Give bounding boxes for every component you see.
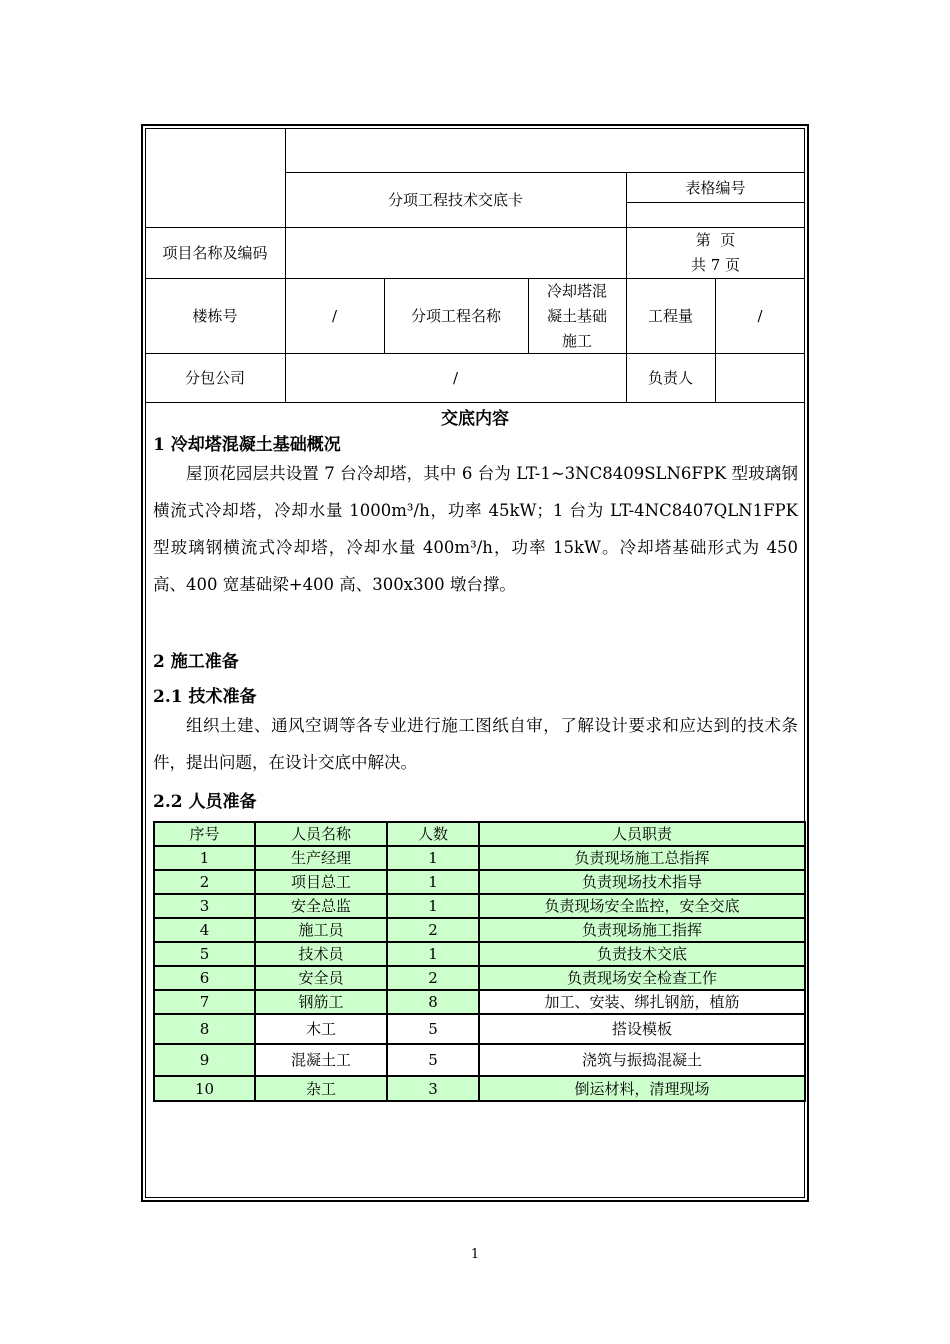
subcontractor-value: /: [452, 368, 459, 387]
table-cell: 负责现场安全检查工作: [479, 966, 805, 990]
form-no-label: 表格编号: [685, 178, 746, 197]
sub-project-value-line: 施工: [561, 331, 592, 350]
table-cell: 1: [387, 894, 479, 918]
table-row: [154, 846, 805, 870]
table-cell: 1: [387, 846, 479, 870]
table-cell: 5: [387, 1014, 479, 1044]
table-cell: 负责技术交底: [479, 942, 805, 966]
table-row: [154, 990, 805, 1014]
sub-project-label: 分项工程名称: [410, 306, 501, 325]
table-cell: 3: [387, 1076, 479, 1101]
table-cell: 安全总监: [255, 894, 387, 918]
section-heading: 1 冷却塔混凝土基础概况: [153, 435, 341, 455]
sub-project-value-line: 冷却塔混: [546, 281, 607, 300]
table-cell: 9: [154, 1044, 255, 1076]
table-cell: 5: [154, 942, 255, 966]
table-cell: 木工: [255, 1014, 387, 1044]
table-header-row: [154, 822, 805, 846]
table-cell: 负责现场施工指挥: [479, 918, 805, 942]
sub-project-value-line: 凝土基础: [546, 306, 607, 325]
column-header: 人数: [387, 822, 479, 846]
grid-line: [145, 402, 805, 403]
table-cell: 技术员: [255, 942, 387, 966]
column-header: 人员名称: [255, 822, 387, 846]
project-name-label: 项目名称及编码: [162, 243, 268, 262]
table-cell: 浇筑与振捣混凝土: [479, 1044, 805, 1076]
table-cell: 8: [154, 1014, 255, 1044]
table-cell: 3: [154, 894, 255, 918]
table-cell: 负责现场安全监控，安全交底: [479, 894, 805, 918]
table-cell: 杂工: [255, 1076, 387, 1101]
table-cell: 生产经理: [255, 846, 387, 870]
page-label: 第 页: [695, 231, 736, 249]
table-cell: 10: [154, 1076, 255, 1101]
table-cell: 8: [387, 990, 479, 1014]
paragraph-tech-prep: 组织土建、通风空调等各专业进行施工图纸自审，了解设计要求和应达到的技术条件，提出问题，在设计交底中解决。: [153, 716, 798, 772]
table-row: [154, 1014, 805, 1044]
table-cell: 4: [154, 918, 255, 942]
quantity-label: 工程量: [647, 306, 693, 325]
quantity-value: /: [757, 306, 763, 325]
table-cell: 2: [154, 870, 255, 894]
form-title: 分项工程技术交底卡: [387, 190, 523, 209]
page-info: [626, 228, 805, 278]
table-cell: 施工员: [255, 918, 387, 942]
table-row: [154, 1076, 805, 1101]
table-cell: 搭设模板: [479, 1014, 805, 1044]
building-value: /: [331, 306, 338, 325]
section-heading: 2.1 技术准备: [153, 687, 257, 707]
sub-project-value: [528, 279, 626, 353]
table-cell: 钢筋工: [255, 990, 387, 1014]
table-cell: 项目总工: [255, 870, 387, 894]
table-cell: 6: [154, 966, 255, 990]
table-cell: 1: [387, 870, 479, 894]
building-label: 楼栋号: [192, 306, 238, 325]
table-cell: 加工、安装、绑扎钢筋，植筋: [479, 990, 805, 1014]
person-in-charge-label: 负责人: [647, 368, 693, 387]
staff-table: [153, 821, 806, 1102]
table-cell: 1: [154, 846, 255, 870]
table-row: [154, 870, 805, 894]
table-cell: 安全员: [255, 966, 387, 990]
table-row: [154, 966, 805, 990]
column-header: 序号: [154, 822, 255, 846]
table-row: [154, 894, 805, 918]
table-cell: 2: [387, 918, 479, 942]
table-cell: 倒运材料，清理现场: [479, 1076, 805, 1101]
table-cell: 1: [387, 942, 479, 966]
table-row: [154, 942, 805, 966]
column-header: 人员职责: [479, 822, 805, 846]
table-cell: 2: [387, 966, 479, 990]
total-pages: 共 7 页: [690, 256, 741, 274]
table-cell: 7: [154, 990, 255, 1014]
section-heading: 2.2 人员准备: [153, 792, 257, 812]
table-cell: 负责现场施工总指挥: [479, 846, 805, 870]
table-row: [154, 918, 805, 942]
page-number: 1: [470, 1247, 480, 1262]
section-heading: 2 施工准备: [153, 652, 239, 672]
paragraph-overview: 屋顶花园层共设置 7 台冷却塔，其中 6 台为 LT-1~3NC8409SLN6FPK 型玻璃钢横流式冷却塔，冷却水量 1000m³/h，功率 45kW；1 台为 LT-4NC8407QLN1FPK 型玻璃钢横流式冷却塔，冷却水量 400m³/h，功率 15kW。冷却塔基础形式为 450 高、400 宽基础梁+400 高、300x300 墩台撑。: [153, 464, 798, 594]
table-row: [154, 1044, 805, 1076]
section-title: 交底内容: [441, 409, 509, 429]
table-cell: 5: [387, 1044, 479, 1076]
table-cell: 负责现场技术指导: [479, 870, 805, 894]
subcontractor-label: 分包公司: [184, 368, 245, 387]
table-cell: 混凝土工: [255, 1044, 387, 1076]
